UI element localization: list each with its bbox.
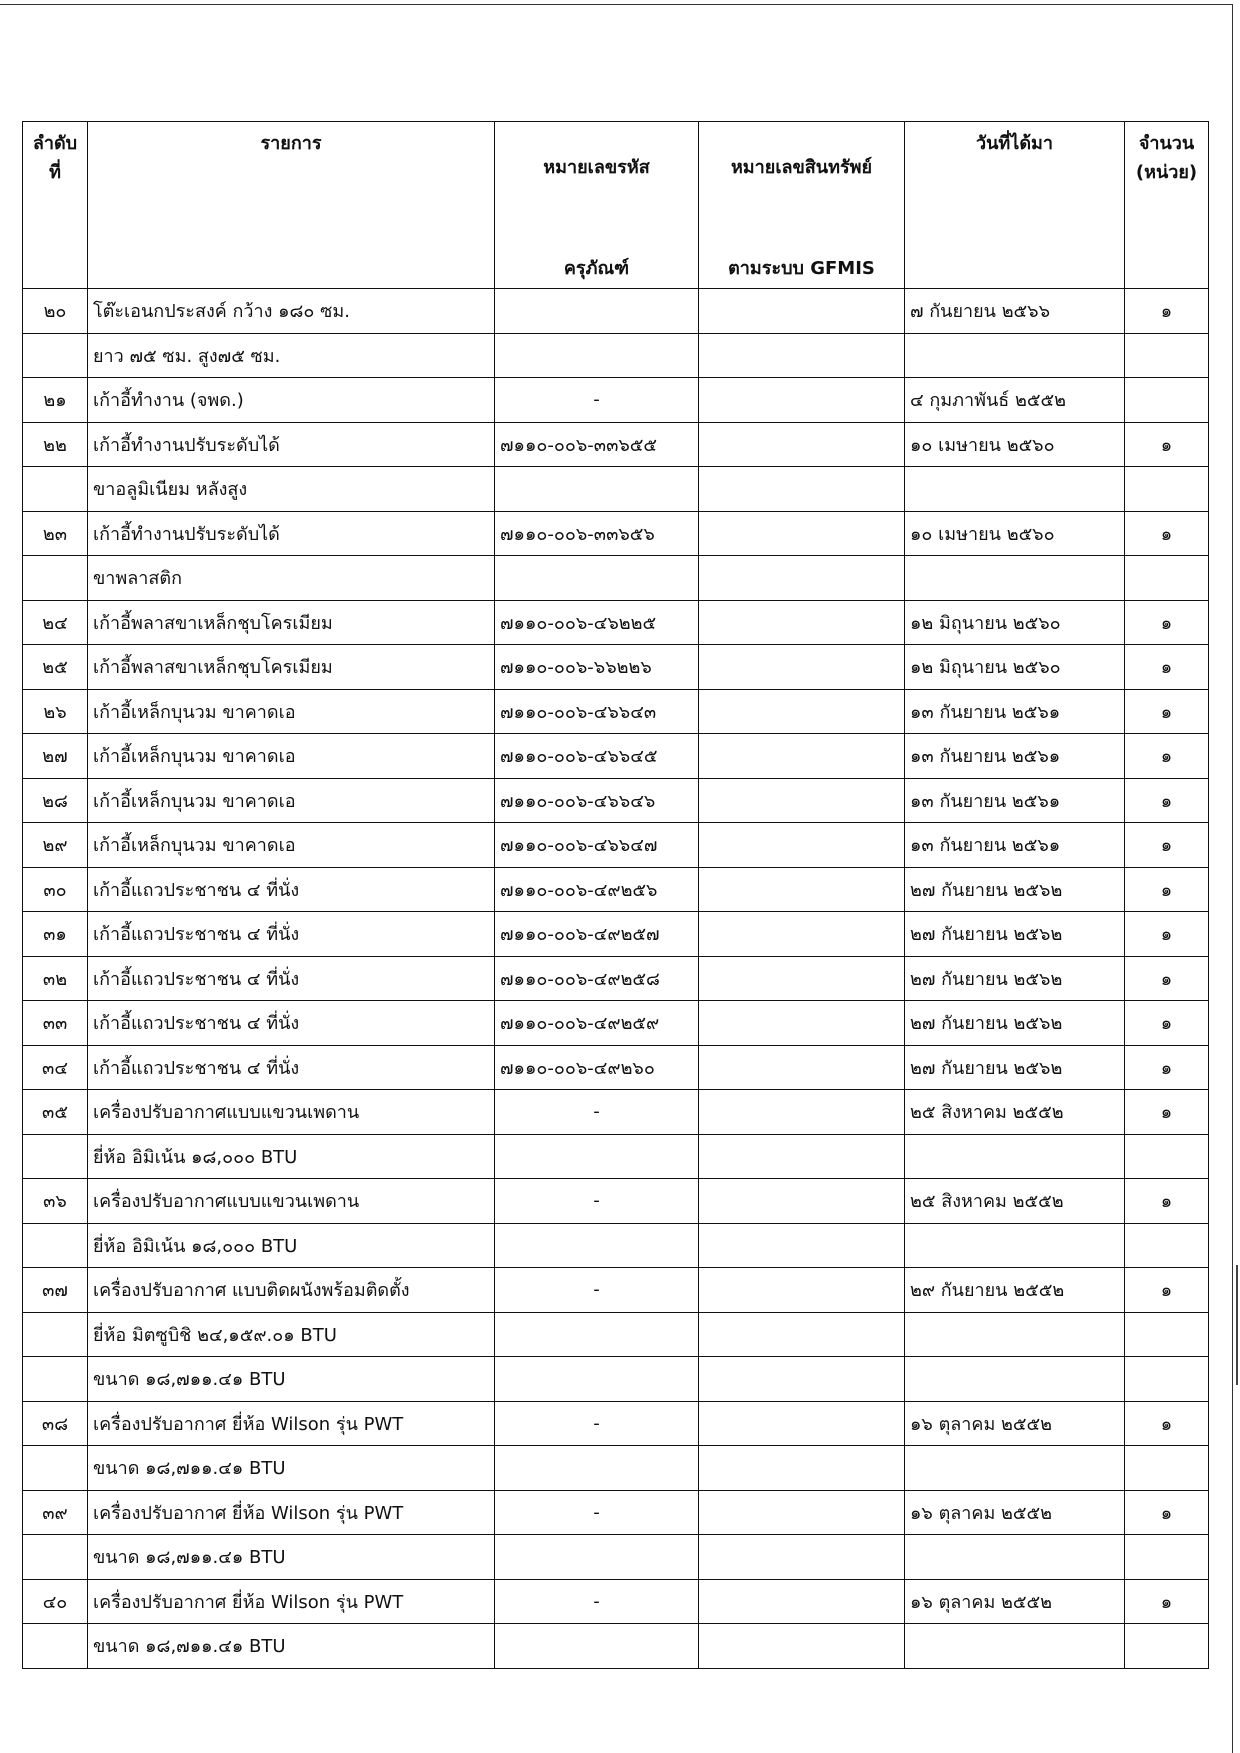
header-no-line1: ลำดับ xyxy=(32,133,78,154)
header-row xyxy=(23,122,1209,289)
cell-date: ๑๖ ตุลาคม ๒๕๕๒ xyxy=(905,1490,1125,1535)
cell-item: เครื่องปรับอากาศ ยี่ห้อ Wilson รุ่น PWT xyxy=(88,1401,495,1446)
cell-qty: ๑ xyxy=(1125,1401,1209,1446)
cell-no: ๓๔ xyxy=(23,1045,88,1090)
table-row xyxy=(23,1134,1209,1179)
cell-date xyxy=(905,1446,1125,1491)
cell-asset xyxy=(699,1446,905,1491)
cell-no: ๓๕ xyxy=(23,1090,88,1135)
table-row xyxy=(23,1579,1209,1624)
cell-no: ๔๐ xyxy=(23,1579,88,1624)
cell-no xyxy=(23,1134,88,1179)
header-qty-line1: จำนวน xyxy=(1138,133,1195,154)
cell-asset xyxy=(699,422,905,467)
cell-code: ๗๑๑๐-๐๐๖-๔๖๒๒๕ xyxy=(495,600,699,645)
cell-qty: ๑ xyxy=(1125,1490,1209,1535)
cell-qty: ๑ xyxy=(1125,867,1209,912)
cell-qty xyxy=(1125,1223,1209,1268)
table-row xyxy=(23,912,1209,957)
cell-date: ๑๖ ตุลาคม ๒๕๕๒ xyxy=(905,1579,1125,1624)
cell-date xyxy=(905,467,1125,512)
cell-asset xyxy=(699,1490,905,1535)
table-row xyxy=(23,333,1209,378)
cell-qty: ๑ xyxy=(1125,645,1209,690)
cell-code: - xyxy=(495,1179,699,1224)
cell-item: เก้าอี้แถวประชาชน ๔ ที่นั่ง xyxy=(88,956,495,1001)
cell-asset xyxy=(699,1001,905,1046)
cell-asset xyxy=(699,689,905,734)
cell-code xyxy=(495,1223,699,1268)
table-row xyxy=(23,1535,1209,1580)
table-row xyxy=(23,556,1209,601)
cell-asset xyxy=(699,867,905,912)
cell-asset xyxy=(699,1624,905,1669)
header-asset-line1: หมายเลขสินทรัพย์ xyxy=(730,157,873,178)
cell-item: เก้าอี้ทำงาน (จพด.) xyxy=(88,378,495,423)
cell-qty xyxy=(1125,1312,1209,1357)
cell-date: ๑๐ เมษายน ๒๕๖๐ xyxy=(905,511,1125,556)
cell-no: ๒๘ xyxy=(23,778,88,823)
cell-code: - xyxy=(495,378,699,423)
cell-qty xyxy=(1125,1357,1209,1402)
cell-code: ๗๑๑๐-๐๐๖-๔๙๒๕๙ xyxy=(495,1001,699,1046)
cell-no xyxy=(23,1624,88,1669)
cell-code: ๗๑๑๐-๐๐๖-๓๓๖๕๖ xyxy=(495,511,699,556)
cell-code: ๗๑๑๐-๐๐๖-๓๓๖๕๕ xyxy=(495,422,699,467)
cell-code: - xyxy=(495,1268,699,1313)
cell-asset xyxy=(699,734,905,779)
cell-item: เก้าอี้แถวประชาชน ๔ ที่นั่ง xyxy=(88,1001,495,1046)
table-row xyxy=(23,1490,1209,1535)
cell-item: ขาพลาสติก xyxy=(88,556,495,601)
cell-item: ขนาด ๑๘,๗๑๑.๔๑ BTU xyxy=(88,1357,495,1402)
cell-item: เครื่องปรับอากาศแบบแขวนเพดาน xyxy=(88,1179,495,1224)
cell-no: ๒๒ xyxy=(23,422,88,467)
cell-no xyxy=(23,1357,88,1402)
cell-no: ๒๗ xyxy=(23,734,88,779)
cell-item: เก้าอี้ทำงานปรับระดับได้ xyxy=(88,511,495,556)
cell-date: ๒๗ กันยายน ๒๕๖๒ xyxy=(905,956,1125,1001)
cell-code: ๗๑๑๐-๐๐๖-๔๖๖๔๓ xyxy=(495,689,699,734)
cell-qty: ๑ xyxy=(1125,1579,1209,1624)
table-row xyxy=(23,600,1209,645)
header-date xyxy=(905,122,1125,289)
cell-code xyxy=(495,289,699,334)
cell-date: ๑๒ มิถุนายน ๒๕๖๐ xyxy=(905,645,1125,690)
cell-date: ๒๙ กันยายน ๒๕๕๒ xyxy=(905,1268,1125,1313)
table-row xyxy=(23,645,1209,690)
cell-code: ๗๑๑๐-๐๐๖-๔๙๒๕๘ xyxy=(495,956,699,1001)
cell-date: ๒๗ กันยายน ๒๕๖๒ xyxy=(905,912,1125,957)
scan-border-top xyxy=(0,4,1232,5)
cell-no xyxy=(23,1535,88,1580)
cell-qty: ๑ xyxy=(1125,1179,1209,1224)
table-row xyxy=(23,1401,1209,1446)
cell-no xyxy=(23,1446,88,1491)
cell-qty: ๑ xyxy=(1125,956,1209,1001)
cell-code: ๗๑๑๐-๐๐๖-๔๖๖๔๗ xyxy=(495,823,699,868)
cell-no xyxy=(23,467,88,512)
cell-qty: ๑ xyxy=(1125,734,1209,779)
table-row xyxy=(23,1001,1209,1046)
cell-item: เก้าอี้ทำงานปรับระดับได้ xyxy=(88,422,495,467)
cell-item: เก้าอี้แถวประชาชน ๔ ที่นั่ง xyxy=(88,1045,495,1090)
cell-code: - xyxy=(495,1579,699,1624)
cell-code xyxy=(495,1134,699,1179)
cell-item: เก้าอี้แถวประชาชน ๔ ที่นั่ง xyxy=(88,912,495,957)
cell-qty: ๑ xyxy=(1125,912,1209,957)
cell-date: ๑๓ กันยายน ๒๕๖๑ xyxy=(905,734,1125,779)
cell-qty: ๑ xyxy=(1125,600,1209,645)
cell-date xyxy=(905,333,1125,378)
table-row xyxy=(23,956,1209,1001)
cell-item: เก้าอี้เหล็กบุนวม ขาคาดเอ xyxy=(88,689,495,734)
cell-qty: ๑ xyxy=(1125,289,1209,334)
cell-asset xyxy=(699,1357,905,1402)
cell-asset xyxy=(699,600,905,645)
cell-item: ขาอลูมิเนียม หลังสูง xyxy=(88,467,495,512)
cell-date: ๑๓ กันยายน ๒๕๖๑ xyxy=(905,823,1125,868)
cell-code: - xyxy=(495,1401,699,1446)
cell-date: ๔ กุมภาพันธ์ ๒๕๕๒ xyxy=(905,378,1125,423)
cell-code xyxy=(495,1535,699,1580)
cell-qty xyxy=(1125,1446,1209,1491)
table-row xyxy=(23,422,1209,467)
cell-asset xyxy=(699,1579,905,1624)
cell-asset xyxy=(699,467,905,512)
inventory-table xyxy=(22,121,1209,1669)
cell-date: ๒๗ กันยายน ๒๕๖๒ xyxy=(905,867,1125,912)
table-row xyxy=(23,1268,1209,1313)
table-row xyxy=(23,511,1209,556)
cell-code xyxy=(495,1446,699,1491)
cell-asset xyxy=(699,1312,905,1357)
cell-no: ๒๖ xyxy=(23,689,88,734)
table-row xyxy=(23,823,1209,868)
cell-code: ๗๑๑๐-๐๐๖-๔๖๖๔๕ xyxy=(495,734,699,779)
cell-code xyxy=(495,333,699,378)
cell-asset xyxy=(699,956,905,1001)
cell-date: ๑๓ กันยายน ๒๕๖๑ xyxy=(905,689,1125,734)
cell-asset xyxy=(699,645,905,690)
cell-item: ขนาด ๑๘,๗๑๑.๔๑ BTU xyxy=(88,1624,495,1669)
cell-item: เก้าอี้พลาสขาเหล็กชุบโครเมียม xyxy=(88,600,495,645)
cell-item: ยี่ห้อ อิมิเน้น ๑๘,๐๐๐ BTU xyxy=(88,1134,495,1179)
cell-asset xyxy=(699,823,905,868)
cell-item: เก้าอี้เหล็กบุนวม ขาคาดเอ xyxy=(88,734,495,779)
cell-qty: ๑ xyxy=(1125,422,1209,467)
cell-date: ๑๒ มิถุนายน ๒๕๖๐ xyxy=(905,600,1125,645)
cell-date: ๑๖ ตุลาคม ๒๕๕๒ xyxy=(905,1401,1125,1446)
cell-qty: ๑ xyxy=(1125,778,1209,823)
cell-asset xyxy=(699,1134,905,1179)
cell-date: ๑๓ กันยายน ๒๕๖๑ xyxy=(905,778,1125,823)
cell-no: ๓๙ xyxy=(23,1490,88,1535)
cell-item: เก้าอี้เหล็กบุนวม ขาคาดเอ xyxy=(88,823,495,868)
cell-no xyxy=(23,556,88,601)
cell-no: ๒๐ xyxy=(23,289,88,334)
cell-qty: ๑ xyxy=(1125,1045,1209,1090)
cell-qty xyxy=(1125,467,1209,512)
cell-code xyxy=(495,1312,699,1357)
header-qty-line2: (หน่วย) xyxy=(1135,162,1198,183)
cell-code: ๗๑๑๐-๐๐๖-๔๙๒๖๐ xyxy=(495,1045,699,1090)
cell-asset xyxy=(699,1045,905,1090)
cell-date xyxy=(905,556,1125,601)
scan-mark xyxy=(1236,1265,1238,1385)
table-row xyxy=(23,1446,1209,1491)
cell-date xyxy=(905,1357,1125,1402)
table-row xyxy=(23,1357,1209,1402)
table-row xyxy=(23,867,1209,912)
header-no-line2: ที่ xyxy=(49,162,61,183)
header-qty xyxy=(1125,122,1209,289)
cell-code: - xyxy=(495,1490,699,1535)
cell-qty xyxy=(1125,1624,1209,1669)
cell-asset xyxy=(699,778,905,823)
cell-no xyxy=(23,333,88,378)
header-item-label: รายการ xyxy=(260,133,322,154)
cell-no: ๒๕ xyxy=(23,645,88,690)
cell-code: ๗๑๑๐-๐๐๖-๖๖๒๒๖ xyxy=(495,645,699,690)
cell-item: ยี่ห้อ มิตซูบิชิ ๒๔,๑๕๙.๐๑ BTU xyxy=(88,1312,495,1357)
cell-date: ๒๕ สิงหาคม ๒๕๕๒ xyxy=(905,1179,1125,1224)
cell-date xyxy=(905,1223,1125,1268)
cell-item: ยาว ๗๕ ซม. สูง๗๕ ซม. xyxy=(88,333,495,378)
table-row xyxy=(23,289,1209,334)
cell-qty: ๑ xyxy=(1125,689,1209,734)
cell-date xyxy=(905,1535,1125,1580)
table-row xyxy=(23,1045,1209,1090)
cell-no: ๒๙ xyxy=(23,823,88,868)
cell-item: เครื่องปรับอากาศแบบแขวนเพดาน xyxy=(88,1090,495,1135)
cell-qty xyxy=(1125,333,1209,378)
cell-qty: ๑ xyxy=(1125,1090,1209,1135)
cell-qty xyxy=(1125,1535,1209,1580)
cell-no: ๓๐ xyxy=(23,867,88,912)
cell-asset xyxy=(699,1268,905,1313)
cell-qty xyxy=(1125,556,1209,601)
header-no xyxy=(23,122,88,289)
table-row xyxy=(23,467,1209,512)
cell-item: ยี่ห้อ อิมิเน้น ๑๘,๐๐๐ BTU xyxy=(88,1223,495,1268)
cell-asset xyxy=(699,1401,905,1446)
header-code-line1: หมายเลขรหัส xyxy=(543,157,650,178)
scan-border-right xyxy=(1232,4,1233,1753)
cell-code xyxy=(495,467,699,512)
header-code-line2: ครุภัณฑ์ xyxy=(563,258,630,279)
header-code xyxy=(495,122,699,289)
cell-item: เก้าอี้เหล็กบุนวม ขาคาดเอ xyxy=(88,778,495,823)
cell-asset xyxy=(699,912,905,957)
cell-date: ๒๕ สิงหาคม ๒๕๕๒ xyxy=(905,1090,1125,1135)
cell-asset xyxy=(699,378,905,423)
cell-no: ๓๗ xyxy=(23,1268,88,1313)
cell-asset xyxy=(699,511,905,556)
cell-qty: ๑ xyxy=(1125,823,1209,868)
cell-asset xyxy=(699,289,905,334)
cell-no: ๓๑ xyxy=(23,912,88,957)
cell-code: ๗๑๑๐-๐๐๖-๔๖๖๔๖ xyxy=(495,778,699,823)
cell-asset xyxy=(699,1179,905,1224)
cell-date: ๗ กันยายน ๒๕๖๖ xyxy=(905,289,1125,334)
cell-no xyxy=(23,1223,88,1268)
table-row xyxy=(23,1312,1209,1357)
cell-date xyxy=(905,1312,1125,1357)
header-date-label: วันที่ได้มา xyxy=(976,133,1053,154)
cell-asset xyxy=(699,556,905,601)
table-row xyxy=(23,1179,1209,1224)
cell-date: ๒๗ กันยายน ๒๕๖๒ xyxy=(905,1001,1125,1046)
cell-date xyxy=(905,1134,1125,1179)
cell-qty xyxy=(1125,1134,1209,1179)
cell-item: ขนาด ๑๘,๗๑๑.๔๑ BTU xyxy=(88,1446,495,1491)
cell-no: ๒๑ xyxy=(23,378,88,423)
cell-item: เก้าอี้พลาสขาเหล็กชุบโครเมียม xyxy=(88,645,495,690)
table-body xyxy=(23,289,1209,1669)
cell-item: เครื่องปรับอากาศ ยี่ห้อ Wilson รุ่น PWT xyxy=(88,1490,495,1535)
header-item xyxy=(88,122,495,289)
cell-qty: ๑ xyxy=(1125,511,1209,556)
cell-no: ๒๔ xyxy=(23,600,88,645)
header-asset xyxy=(699,122,905,289)
cell-no: ๓๘ xyxy=(23,1401,88,1446)
cell-item: เก้าอี้แถวประชาชน ๔ ที่นั่ง xyxy=(88,867,495,912)
cell-qty: ๑ xyxy=(1125,1268,1209,1313)
cell-code: - xyxy=(495,1090,699,1135)
table-row xyxy=(23,1090,1209,1135)
cell-qty xyxy=(1125,378,1209,423)
table-row xyxy=(23,689,1209,734)
cell-asset xyxy=(699,333,905,378)
cell-no: ๓๓ xyxy=(23,1001,88,1046)
cell-date: ๒๗ กันยายน ๒๕๖๒ xyxy=(905,1045,1125,1090)
cell-item: ขนาด ๑๘,๗๑๑.๔๑ BTU xyxy=(88,1535,495,1580)
cell-code xyxy=(495,1357,699,1402)
cell-date: ๑๐ เมษายน ๒๕๖๐ xyxy=(905,422,1125,467)
cell-code: ๗๑๑๐-๐๐๖-๔๙๒๕๗ xyxy=(495,912,699,957)
cell-item: โต๊ะเอนกประสงค์ กว้าง ๑๘๐ ซม. xyxy=(88,289,495,334)
table-row xyxy=(23,1223,1209,1268)
cell-asset xyxy=(699,1223,905,1268)
cell-asset xyxy=(699,1535,905,1580)
cell-qty: ๑ xyxy=(1125,1001,1209,1046)
table-row xyxy=(23,778,1209,823)
table-row xyxy=(23,378,1209,423)
cell-no: ๒๓ xyxy=(23,511,88,556)
cell-no: ๓๖ xyxy=(23,1179,88,1224)
table-row xyxy=(23,734,1209,779)
cell-asset xyxy=(699,1090,905,1135)
cell-code xyxy=(495,556,699,601)
cell-no: ๓๒ xyxy=(23,956,88,1001)
cell-code: ๗๑๑๐-๐๐๖-๔๙๒๕๖ xyxy=(495,867,699,912)
table-row xyxy=(23,1624,1209,1669)
cell-code xyxy=(495,1624,699,1669)
cell-item: เครื่องปรับอากาศ ยี่ห้อ Wilson รุ่น PWT xyxy=(88,1579,495,1624)
cell-no xyxy=(23,1312,88,1357)
cell-item: เครื่องปรับอากาศ แบบติดผนังพร้อมติดตั้ง xyxy=(88,1268,495,1313)
cell-date xyxy=(905,1624,1125,1669)
header-asset-line2: ตามระบบ GFMIS xyxy=(728,258,875,279)
